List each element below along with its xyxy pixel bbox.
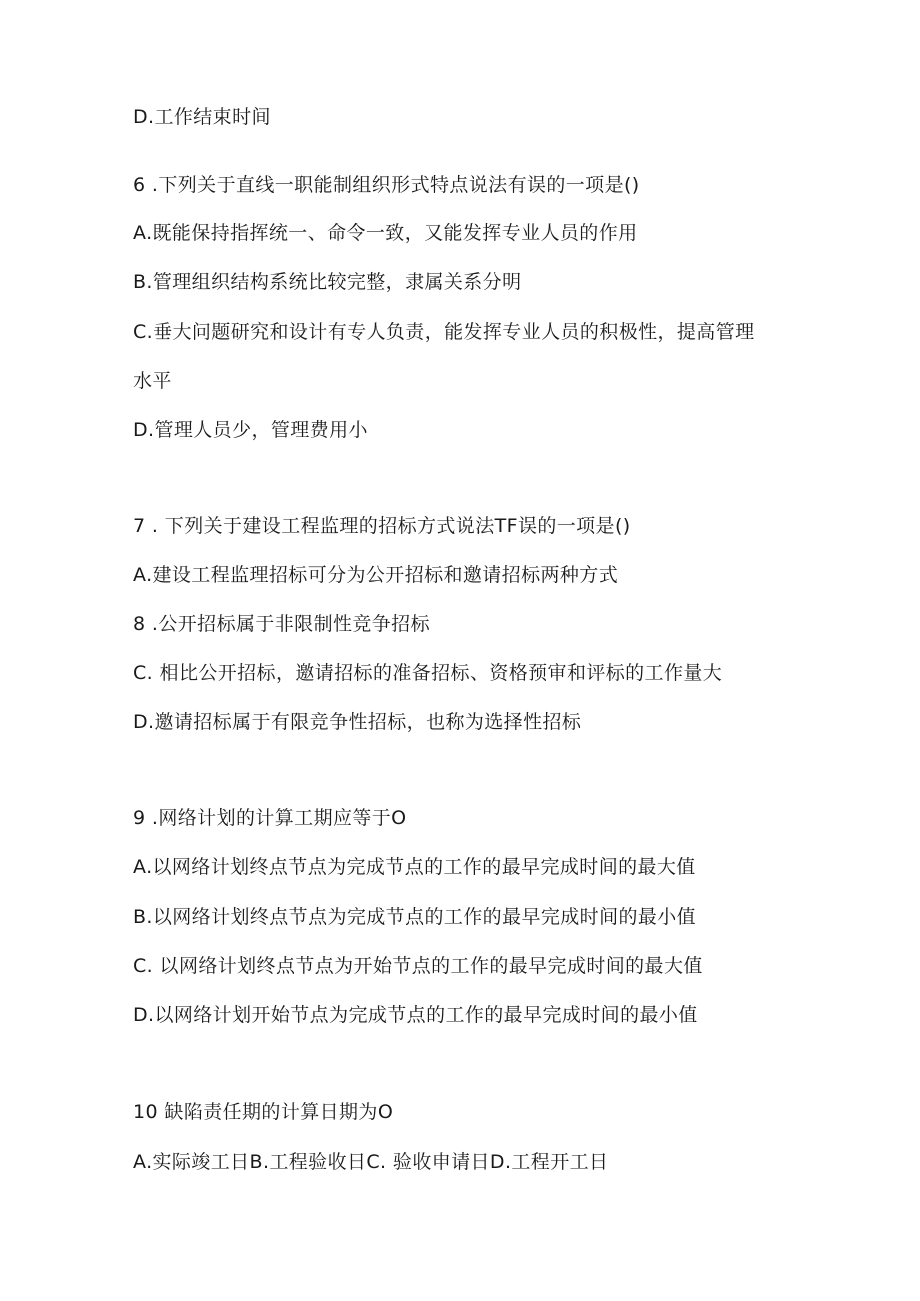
q6-stem: 6 .下列关于直线一职能制组织形式特点说法有误的一项是() — [133, 174, 640, 196]
q9-stem: 9 .网络计划的计算工期应等于O — [133, 807, 407, 829]
q9-option-d: D.以网络计划开始节点为完成节点的工作的最早完成时间的最小值 — [133, 1004, 698, 1026]
q9-option-a: A.以网络计划终点节点为完成节点的工作的最早完成时间的最大值 — [133, 856, 696, 878]
q10-stem: 10 缺陷责任期的计算日期为O — [133, 1101, 394, 1123]
q6-option-c-continued: 水平 — [133, 370, 172, 392]
q8-line: 8 .公开招标属于非限制性竞争招标 — [133, 613, 430, 635]
q7-option-a: A.建设工程监理招标可分为公开招标和邀请招标两种方式 — [133, 564, 619, 586]
q6-option-b: B.管理组织结构系统比较完整，隶属关系分明 — [133, 271, 522, 293]
q6-option-c: C.垂大问题研究和设计有专人负责，能发挥专业人员的积极性，提高管理 — [133, 321, 755, 343]
q10-options: A.实际竣工日B.工程验收日C. 验收申请日D.工程开工日 — [133, 1151, 609, 1173]
q7-option-c: C. 相比公开招标，邀请招标的准备招标、资格预审和评标的工作量大 — [133, 662, 723, 684]
q7-option-d: D.邀请招标属于有限竞争性招标，也称为选择性招标 — [133, 711, 582, 733]
q6-option-a: A.既能保持指挥统一、命令一致，又能发挥专业人员的作用 — [133, 222, 638, 244]
q5-option-d: D.工作结束时间 — [133, 106, 271, 128]
q7-stem: 7 . 下列关于建设工程监理的招标方式说法TF误的一项是() — [133, 515, 631, 537]
q6-option-d: D.管理人员少，管理费用小 — [133, 419, 368, 441]
q9-option-c: C. 以网络计划终点节点为开始节点的工作的最早完成时间的最大值 — [133, 955, 703, 977]
q9-option-b: B.以网络计划终点节点为完成节点的工作的最早完成时间的最小值 — [133, 906, 697, 928]
